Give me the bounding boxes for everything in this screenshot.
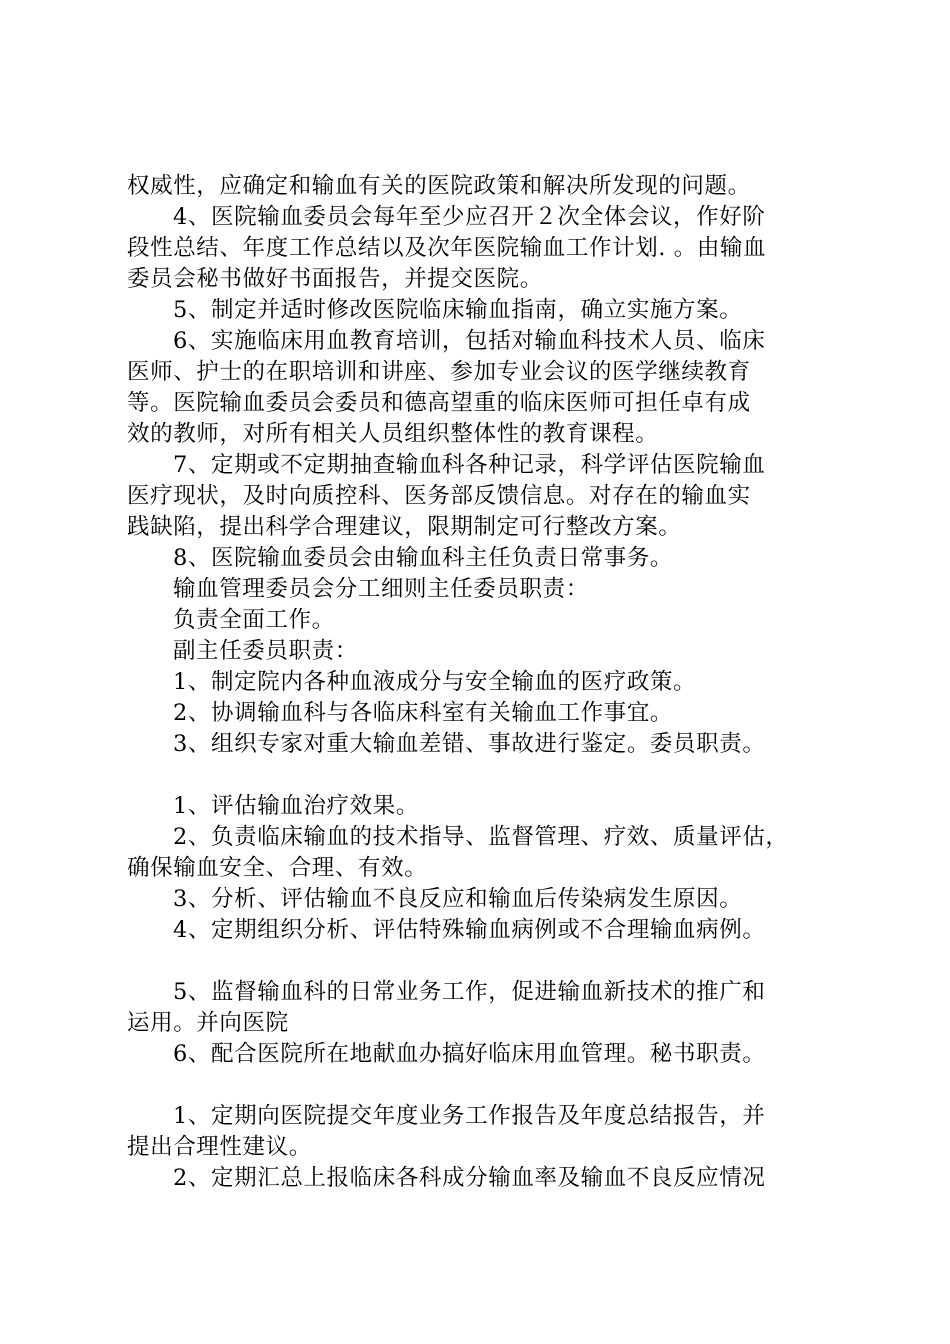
text-line: 4、定期组织分析、评估特殊输血病例或不合理输血病例。	[173, 917, 766, 943]
paragraph-gap	[127, 1070, 837, 1101]
text-line: 5、监督输血科的日常业务工作，促进输血新技术的推广和	[173, 979, 766, 1005]
text-line: 3、分析、评估输血不良反应和输血后传染病发生原因。	[173, 886, 743, 912]
text-line: 1、定期向医院提交年度业务工作报告及年度总结报告，并	[173, 1103, 766, 1129]
text-line: 2、定期汇总上报临床各科成分输血率及输血不良反应情况	[173, 1165, 766, 1191]
text-line: 医师、护士的在职培训和讲座、参加专业会议的医学继续教育	[127, 359, 751, 385]
text-line: 2、协调输血科与各临床科室有关输血工作事宜。	[173, 700, 674, 726]
text-line: 效的教师，对所有相关人员组织整体性的教育课程。	[127, 421, 659, 447]
text-line: 副主任委员职责：	[173, 638, 358, 664]
text-line: 运用。并向医院	[127, 1010, 289, 1036]
paragraph-gap	[127, 946, 837, 977]
text-line: 6、实施临床用血教育培训，包括对输血科技术人员、临床	[173, 328, 766, 354]
text-line: 提出合理性建议。	[127, 1134, 312, 1160]
text-line: 委员会秘书做好书面报告，并提交医院。	[127, 266, 543, 292]
text-line: 确保输血安全、合理、有效。	[127, 855, 428, 881]
text-line: 等。医院输血委员会委员和德高望重的临床医师可担任卓有成	[127, 390, 751, 416]
text-line: 医疗现状，及时向质控科、医务部反馈信息。对存在的输血实	[127, 483, 751, 509]
document-body	[127, 171, 837, 1194]
text-line: 1、制定院内各种血液成分与安全输血的医疗政策。	[173, 669, 697, 695]
text-line: 2、负责临床输血的技术指导、监督管理、疗效、质量评估，	[173, 824, 789, 850]
text-line: 4、医院输血委员会每年至少应召开２次全体会议，作好阶	[173, 204, 766, 230]
text-line: 5、制定并适时修改医院临床输血指南，确立实施方案。	[173, 297, 743, 323]
text-line: 输血管理委员会分工细则主任委员职责：	[173, 576, 589, 602]
text-line: 负责全面工作。	[173, 607, 335, 633]
text-line: 6、配合医院所在地献血办搞好临床用血管理。秘书职责。	[173, 1041, 766, 1067]
text-line: 7、定期或不定期抽查输血科各种记录，科学评估医院输血	[173, 452, 766, 478]
text-line: 段性总结、年度工作总结以及次年医院输血工作计划. 。由输血	[127, 235, 767, 261]
text-line: 1、评估输血治疗效果。	[173, 793, 419, 819]
text-line: 践缺陷，提出科学合理建议，限期制定可行整改方案。	[127, 514, 682, 540]
paragraph-gap	[127, 760, 837, 791]
text-line: 权威性，应确定和输血有关的医院政策和解决所发现的问题。	[127, 173, 751, 199]
text-line: 8、医院输血委员会由输血科主任负责日常事务。	[173, 545, 674, 571]
text-line: 3、组织专家对重大输血差错、事故进行鉴定。委员职责。	[173, 731, 766, 757]
